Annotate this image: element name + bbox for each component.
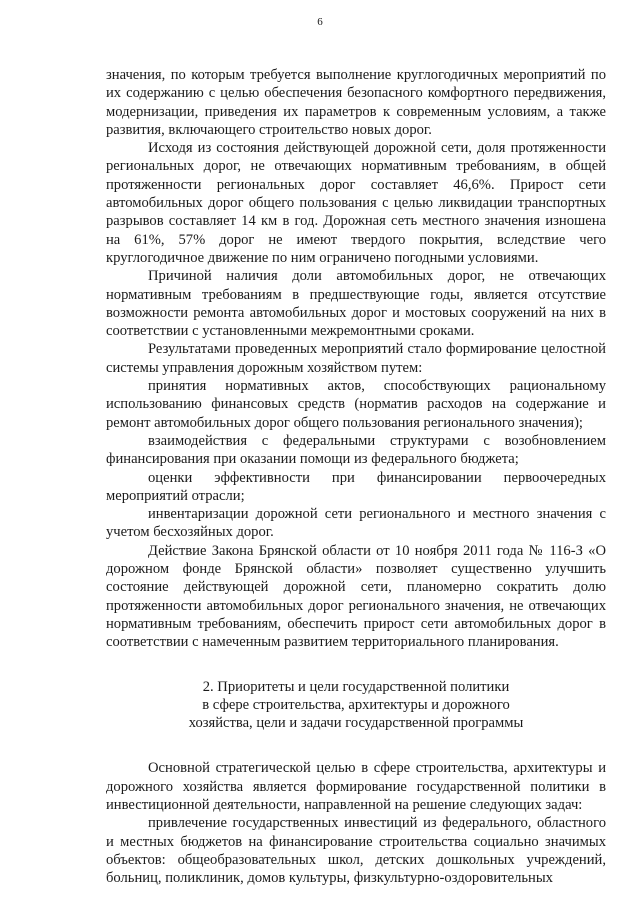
paragraph-list-item: инвентаризации дорожной сети регионального и местного значения с учетом бесхозяйных дорог. bbox=[106, 506, 606, 541]
section-heading-line: в сфере строительства, архитектуры и дорожного bbox=[202, 696, 510, 713]
paragraph-continuation: значения, по которым требуется выполнение круглогодичных мероприятий по их содержанию с целью обеспечения безопасного комфортного передвижения, модернизации, приведения их параметров к современным условиям, а также развития, включающего строительство новых дорог. bbox=[106, 67, 606, 138]
paragraph-road-network-state: Исходя из состояния действующей дорожной сети, доля протяженности региональных дорог, не отвечающих нормативным требованиям, в общей протяженности региональных дорог составляет 46,6%. Прирост сети автомобильных дорог общего пользования с целью ликвидации транспортных разрывов составляет 14 км в год. Дорожная сеть местного значения изношена на 61%, 57% дорог не имеют твердого покрытия, вследствие чего круглогодичное движение по ним ограничено погодными условиями. bbox=[106, 140, 606, 266]
document-body bbox=[106, 66, 606, 887]
paragraph-road-fund-law: Действие Закона Брянской области от 10 ноября 2011 года № 116-З «О дорожном фонде Брянской области» позволяет существенно улучшить состояние действующей дорожной сети, планомерно сократить долю протяженности автомобильных дорог регионального значения, не отвечающих нормативным требованиям, обеспечить прирост сети автомобильных дорог в соответствии с намеченным развитием территориального планирования. bbox=[106, 542, 606, 651]
paragraph-list-item: привлечение государственных инвестиций из федерального, областного и местных бюджетов на финансирование строительства социально значимых объектов: общеобразовательных школ, детских дошкольных учреждений, больниц, поликлиник, домов культуры, физкультурно-оздоровительных bbox=[106, 815, 606, 887]
page-number: 6 bbox=[317, 16, 323, 28]
section-heading-line: 2. Приоритеты и цели государственной политики bbox=[202, 678, 510, 695]
section-heading bbox=[106, 678, 606, 733]
paragraph-list-item: взаимодействия с федеральными структурами с возобновлением финансирования при оказании помощи из федерального бюджета; bbox=[106, 432, 606, 468]
paragraph-strategic-goal: Основной стратегической целью в сфере строительства, архитектуры и дорожного хозяйства является формирование государственной политики в инвестиционной деятельности, направленной на решение следующих задач: bbox=[106, 760, 606, 813]
paragraph-list-item: принятия нормативных актов, способствующих рациональному использованию финансовых средств (норматив расходов на содержание и ремонт автомобильных дорог общего пользования регионального значения); bbox=[106, 378, 606, 431]
paragraph-results-intro: Результатами проведенных мероприятий стало формирование целостной системы управления дорожным хозяйством путем: bbox=[106, 341, 606, 376]
section-heading-line: хозяйства, цели и задачи государственной программы bbox=[188, 715, 524, 732]
paragraph-reason: Причиной наличия доли автомобильных дорог, не отвечающих нормативным требованиям в предшествующие годы, является отсутствие возможности ремонта автомобильных дорог и мостовых сооружений на них в соответствии с установленными межремонтными сроками. bbox=[106, 268, 606, 340]
paragraph-list-item: оценки эффективности при финансировании первоочередных мероприятий отрасли; bbox=[106, 469, 606, 504]
